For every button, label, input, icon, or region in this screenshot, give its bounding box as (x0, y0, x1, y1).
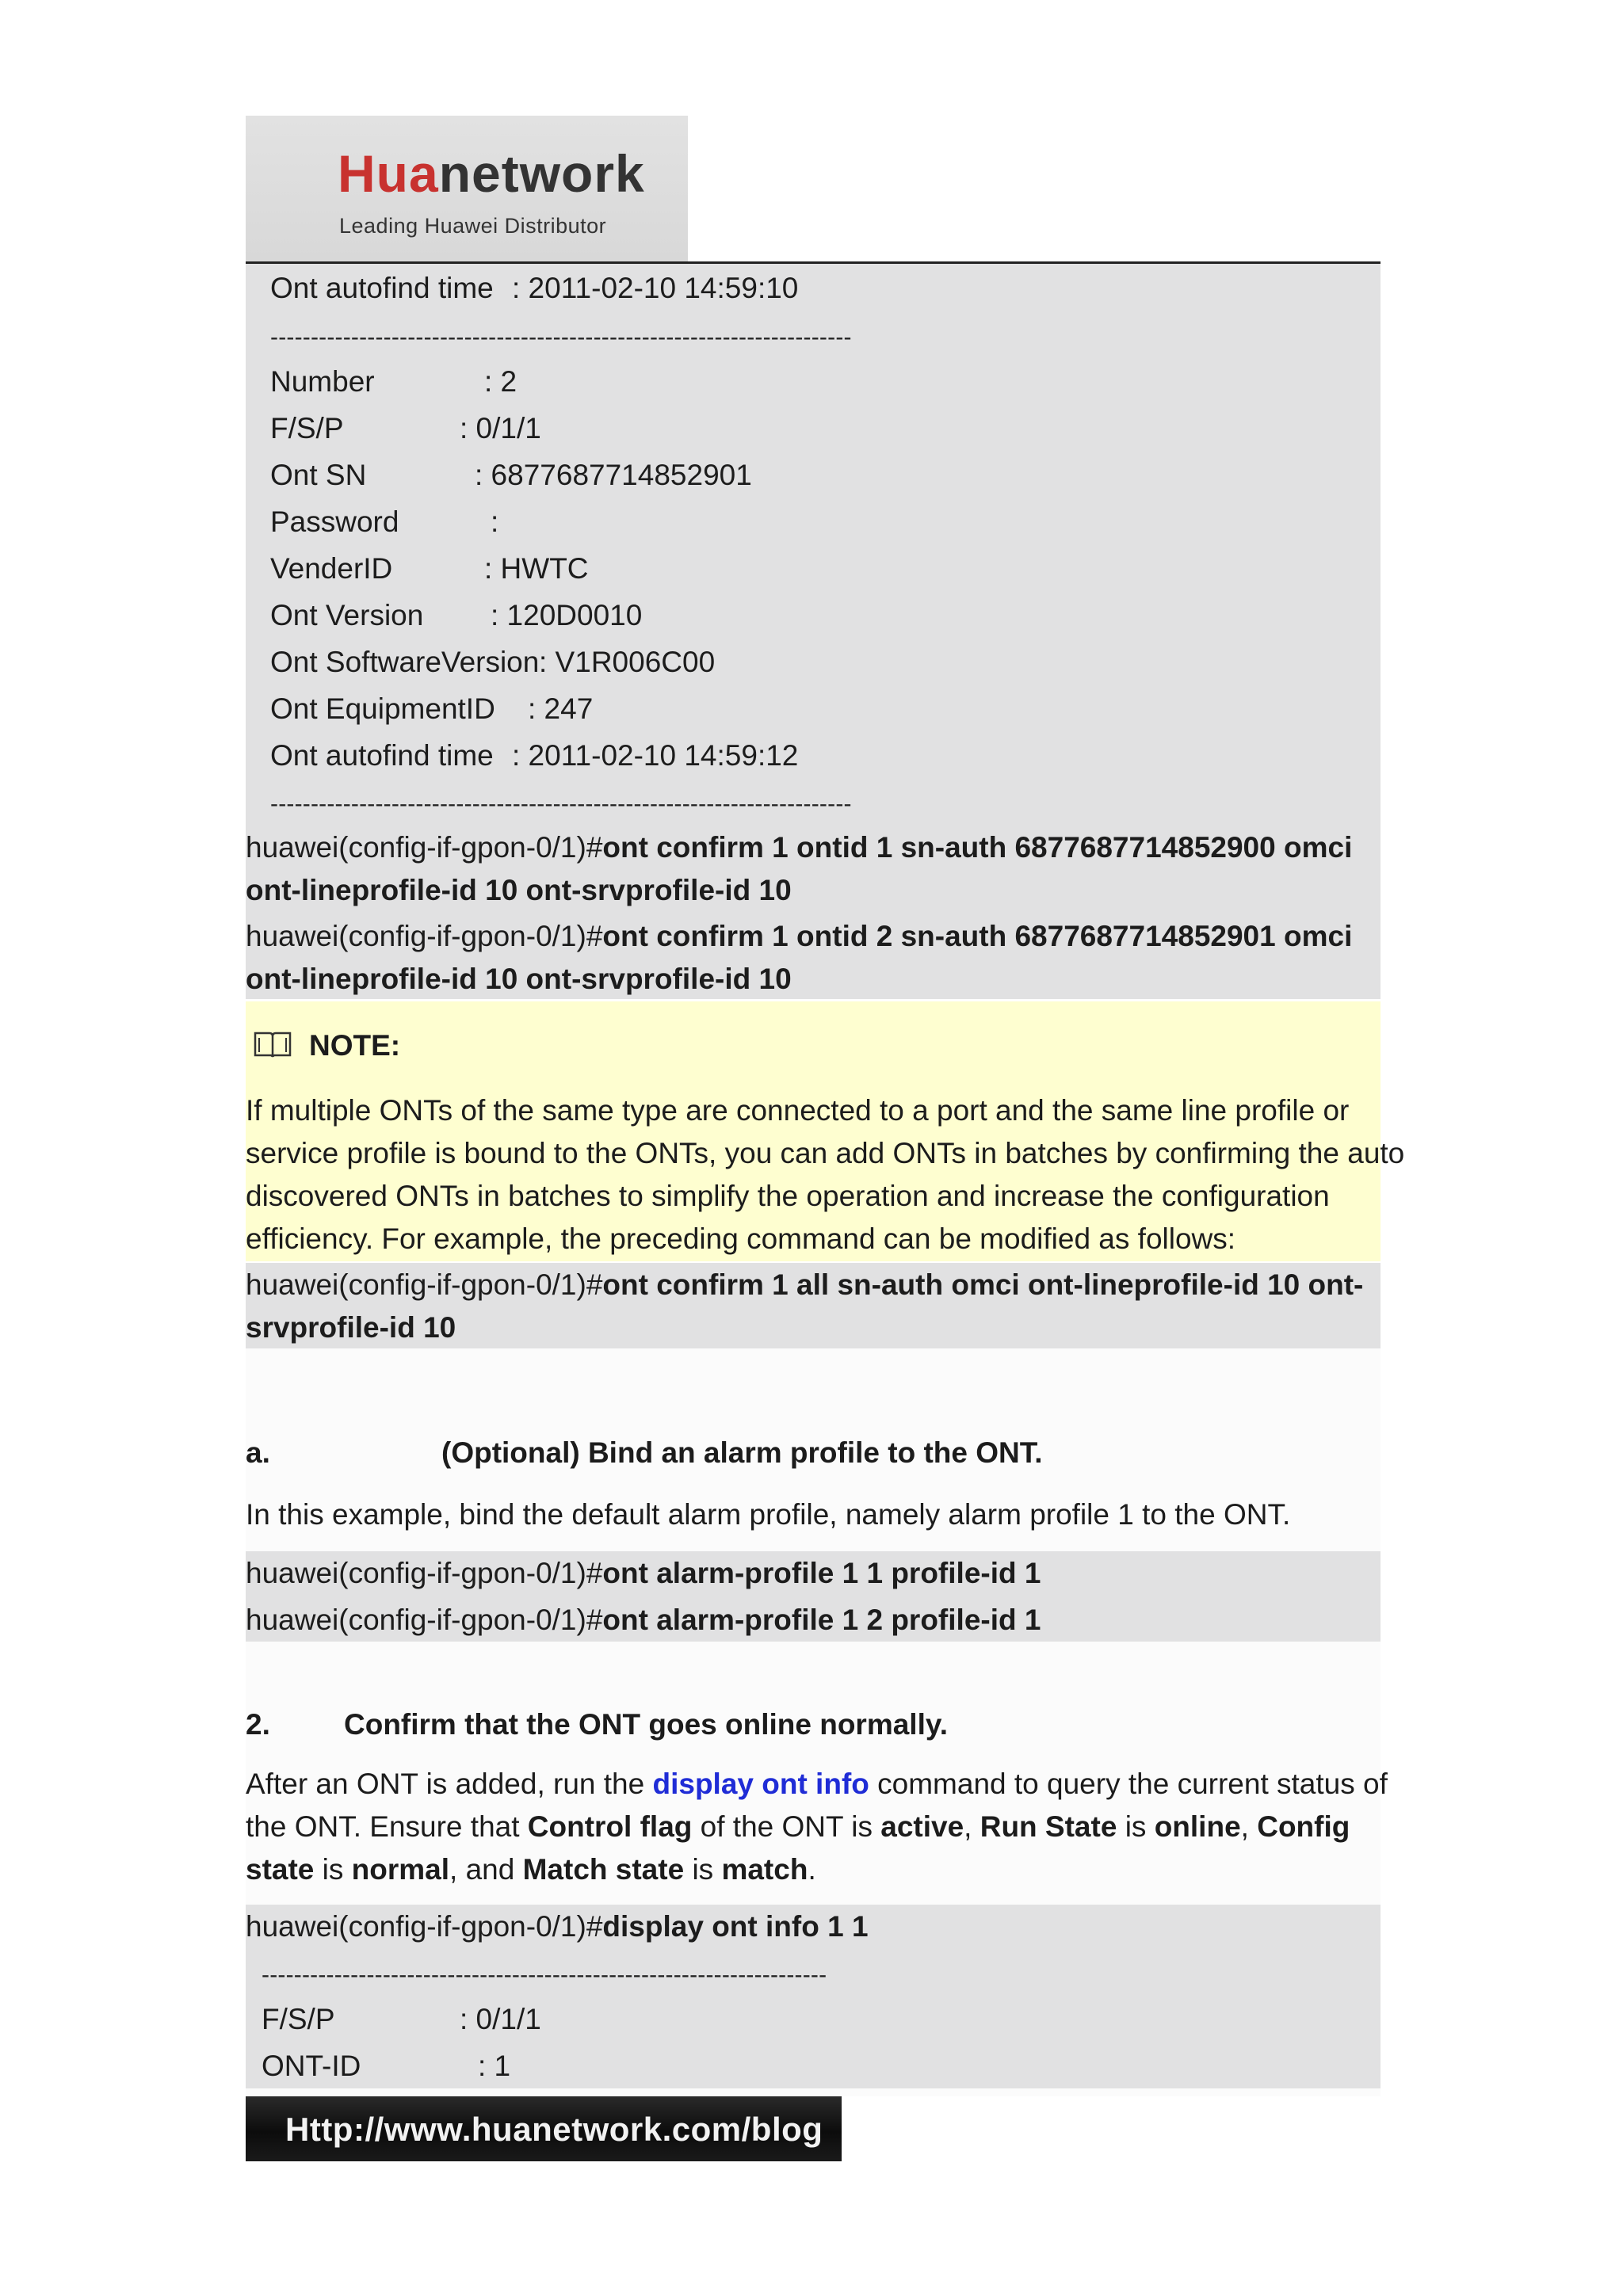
separator-line: ------------------------------------------------------------------------ (270, 791, 852, 817)
step-heading: (Optional) Bind an alarm profile to the ONT. (441, 1436, 1043, 1469)
row-value: : 2 (484, 365, 517, 398)
row-label: Ont SoftwareVersion (270, 646, 540, 678)
row-label: Ont SN (270, 459, 367, 491)
row-value: : 1 (478, 2050, 511, 2082)
paragraph-line: After an ONT is added, run the display ont info command to query the current status of (246, 1768, 1388, 1800)
row-label: Number (270, 365, 375, 398)
note-text-line: discovered ONTs in batches to simplify the operation and increase the configuration (246, 1180, 1330, 1212)
separator-line: ---------------------------------------------------------------------- (262, 1962, 827, 1988)
row-label: Ont Version (270, 599, 424, 631)
command-line: huawei(config-if-gpon-0/1)#ont alarm-profile 1 2 profile-id 1 (246, 1604, 1041, 1636)
note-text-line: service profile is bound to the ONTs, you can add ONTs in batches by confirming the auto (246, 1137, 1405, 1169)
row-value: : HWTC (484, 552, 589, 585)
note-text-line: efficiency. For example, the preceding command can be modified as follows: (246, 1222, 1236, 1255)
note-title: NOTE: (309, 1029, 401, 1062)
command-line-continued: srvprofile-id 10 (246, 1311, 456, 1344)
row-value: : (491, 505, 499, 538)
command-reference-link: display ont info (652, 1768, 869, 1800)
row-value: : 2011-02-10 14:59:12 (512, 739, 799, 772)
command-line-continued: ont-lineprofile-id 10 ont-srvprofile-id 10 (246, 874, 792, 906)
footer-url-banner (246, 2096, 842, 2161)
logo-wordmark: Huanetwork (338, 144, 645, 203)
paragraph-line: the ONT. Ensure that Control flag of the ONT is active, Run State is online, Config (246, 1810, 1350, 1843)
row-value: : 6877687714852901 (475, 459, 752, 491)
step-marker: 2. (246, 1708, 270, 1741)
step-marker: a. (246, 1436, 270, 1469)
row-label: Password (270, 505, 399, 538)
command-line: huawei(config-if-gpon-0/1)#ont confirm 1 all sn-auth omci ont-lineprofile-id 10 ont- (246, 1268, 1364, 1301)
command-line: huawei(config-if-gpon-0/1)#display ont info 1 1 (246, 1910, 869, 1943)
step-heading: Confirm that the ONT goes online normally. (344, 1708, 948, 1741)
paragraph-line: state is normal, and Match state is match. (246, 1853, 816, 1886)
row-label: VenderID (270, 552, 393, 585)
autofind-time-row: Ont autofind time (270, 272, 494, 304)
row-label: F/S/P (262, 2003, 335, 2035)
command-line: huawei(config-if-gpon-0/1)#ont alarm-profile 1 1 profile-id 1 (246, 1557, 1041, 1589)
company-logo (246, 116, 688, 261)
logo-tagline: Leading Huawei Distributor (339, 214, 607, 238)
row-value: : 0/1/1 (460, 412, 541, 444)
row-value: : V1R006C00 (539, 646, 716, 678)
command-line-continued: ont-lineprofile-id 10 ont-srvprofile-id 10 (246, 963, 792, 995)
row-label: ONT-ID (262, 2050, 361, 2082)
row-value: : 247 (528, 692, 594, 725)
footer-url: Http://www.huanetwork.com/blog (285, 2111, 823, 2148)
book-icon (252, 1028, 293, 1060)
autofind-time-value: : 2011-02-10 14:59:10 (512, 272, 799, 304)
separator-line: ------------------------------------------------------------------------ (270, 324, 852, 350)
row-value: : 120D0010 (491, 599, 643, 631)
command-line: huawei(config-if-gpon-0/1)#ont confirm 1 ontid 1 sn-auth 6877687714852900 omci (246, 831, 1353, 864)
row-label: F/S/P (270, 412, 344, 444)
row-value: : 0/1/1 (460, 2003, 541, 2035)
command-line: huawei(config-if-gpon-0/1)#ont confirm 1 ontid 2 sn-auth 6877687714852901 omci (246, 920, 1353, 952)
row-label: Ont autofind time (270, 739, 494, 772)
paragraph: In this example, bind the default alarm profile, namely alarm profile 1 to the ONT. (246, 1498, 1291, 1531)
note-text-line: If multiple ONTs of the same type are connected to a port and the same line profile or (246, 1094, 1350, 1127)
row-label: Ont EquipmentID (270, 692, 495, 725)
